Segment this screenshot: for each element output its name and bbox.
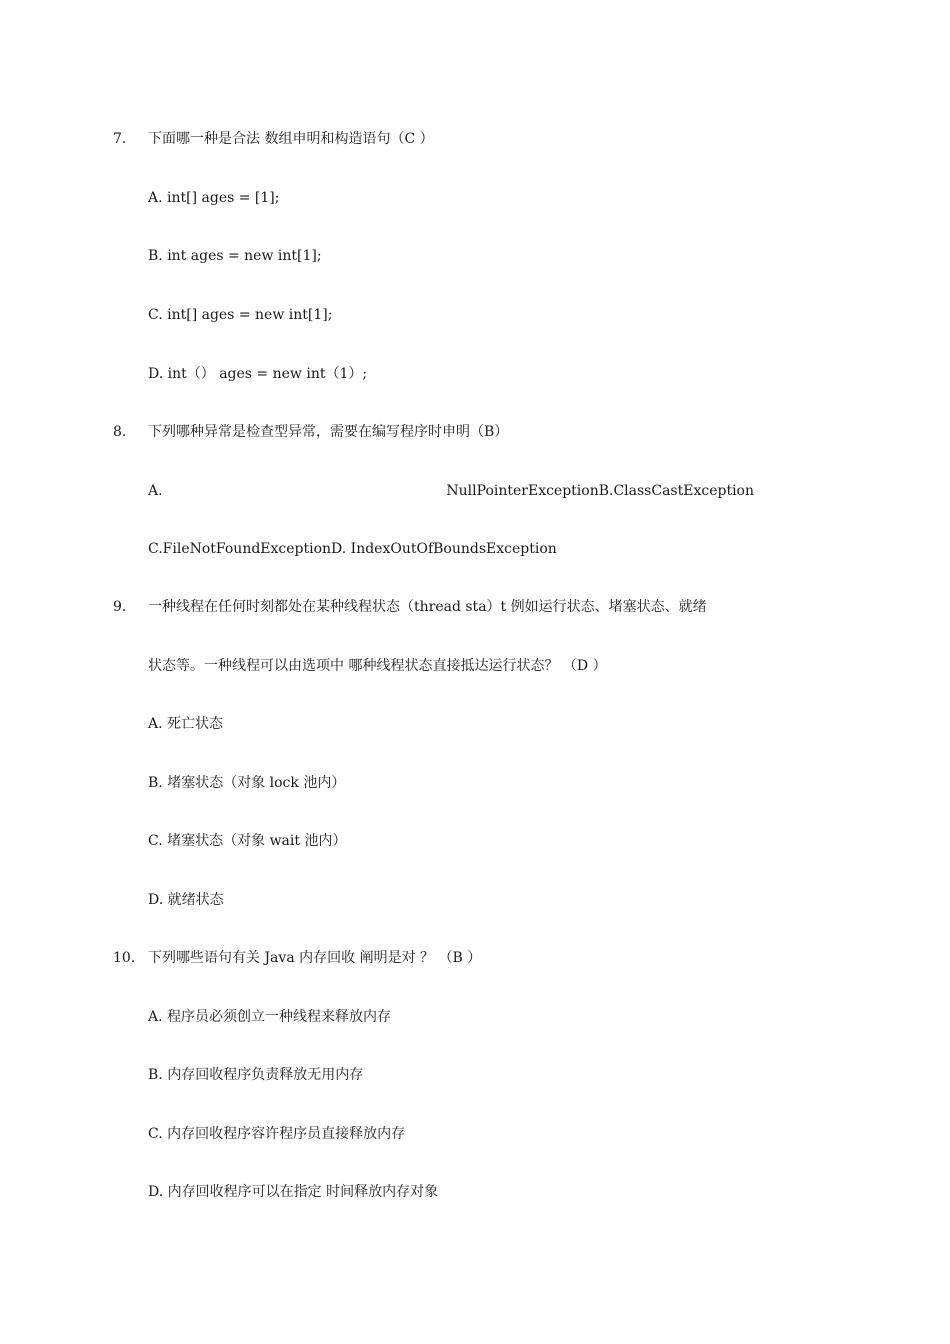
question-9-option-b: B. 堵塞状态（对象 lock 池内） [148, 775, 346, 791]
question-9-text-line1: 一种线程在任何时刻都处在某种线程状态（thread sta）t 例如运行状态、堵塞状态、就绪 [148, 599, 707, 615]
question-9-option-d: D. 就绪状态 [148, 892, 224, 908]
question-10-number: 10. [113, 950, 136, 966]
question-9-option-a: A. 死亡状态 [148, 716, 224, 732]
question-10-option-c: C. 内存回收程序容许程序员直接释放内存 [148, 1126, 406, 1142]
question-10-option-d: D. 内存回收程序可以在指定 时间释放内存对象 [148, 1184, 439, 1200]
question-7-option-c: C. int[] ages = new int[1]; [148, 307, 333, 323]
question-8-number: 8. [113, 424, 127, 440]
question-9-number: 9. [113, 599, 127, 615]
question-10-option-b: B. 内存回收程序负责释放无用内存 [148, 1067, 364, 1083]
question-9-option-c: C. 堵塞状态（对象 wait 池内） [148, 833, 347, 849]
question-7-option-a: A. int[] ages = [1]; [148, 190, 280, 206]
question-7-number: 7. [113, 131, 127, 147]
question-7-option-d: D. int（） ages = new int（1）; [148, 366, 368, 382]
question-10-text: 下列哪些语句有关 Java 内存回收 阐明是对 ？ （B ） [148, 950, 482, 966]
question-7-text: 下面哪一种是合法 数组申明和构造语句（C ） [148, 131, 434, 147]
question-8-option-ab-line [148, 481, 754, 501]
question-8-option-a-label: A. [148, 483, 163, 499]
question-9-text-line2: 状态等。一种线程可以由选项中 哪种线程状态直接抵达运行状态？ （D ） [148, 658, 607, 674]
question-8-text: 下列哪种异常是检查型异常，需要在编写程序时申明（B） [148, 424, 509, 440]
question-8-option-cd-line: C.FileNotFoundExceptionD. IndexOutOfBoundsException [148, 541, 557, 557]
question-10-option-a: A. 程序员必须创立一种线程来释放内存 [148, 1009, 392, 1025]
question-8-option-ab-value: NullPointerExceptionB.ClassCastException [446, 483, 754, 499]
question-7-option-b: B. int ages = new int[1]; [148, 248, 322, 264]
